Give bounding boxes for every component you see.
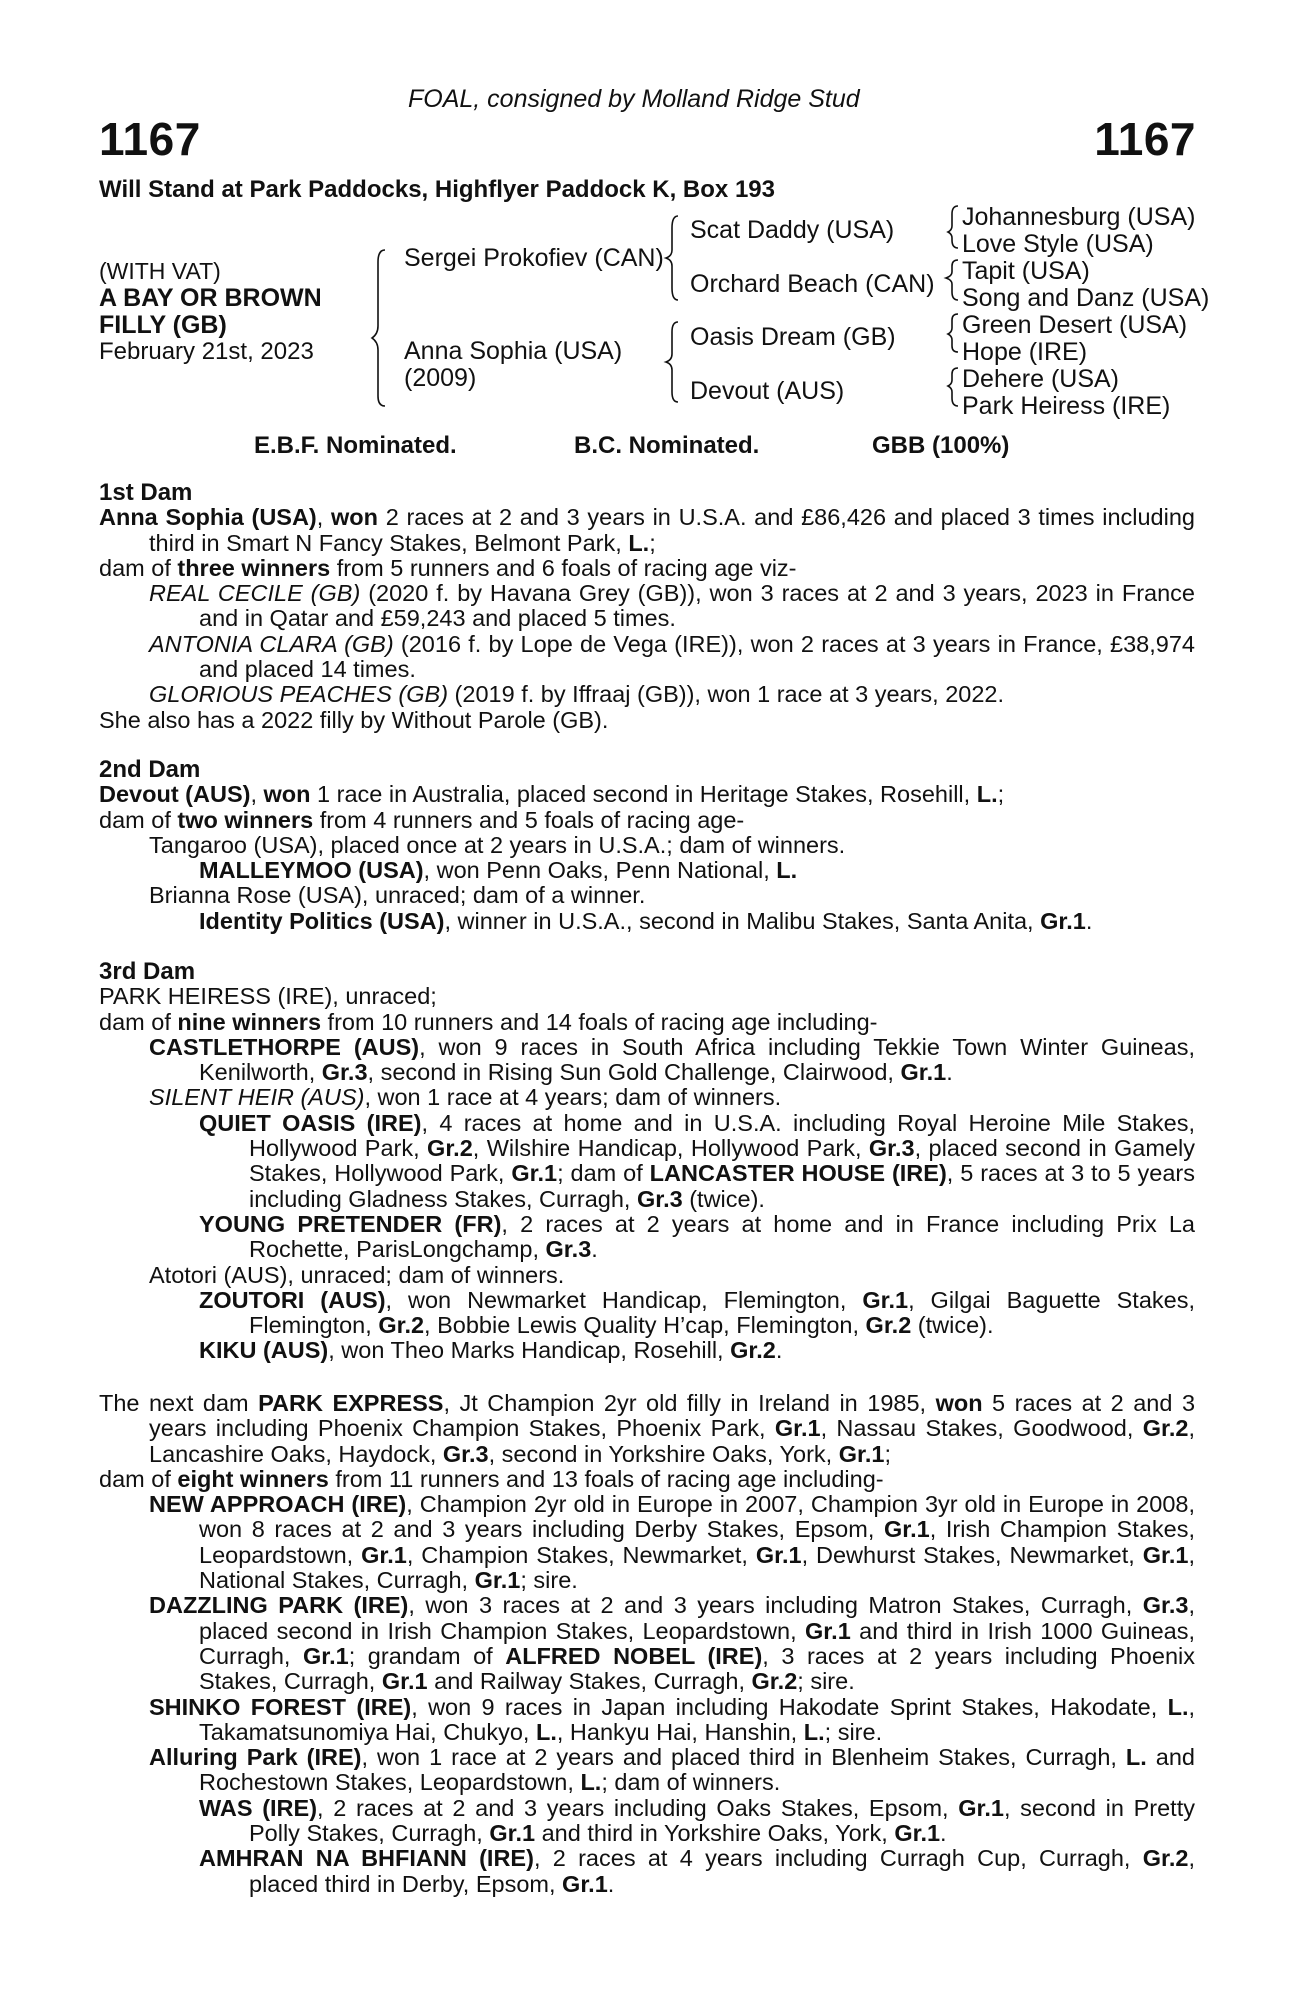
record-end: . bbox=[591, 1236, 598, 1263]
listed-mark: L. bbox=[803, 1718, 825, 1745]
grandproduce-item bbox=[99, 1796, 1195, 1847]
produce-item bbox=[99, 1035, 1195, 1086]
grandproduce-text: , 2 races at 2 years at home and in France including Prix La Rochette, ParisLongchamp, bbox=[249, 1210, 1195, 1263]
listed-mark: L. bbox=[776, 857, 798, 884]
dam-of-rest: from 11 runners and 13 foals of racing age including- bbox=[328, 1465, 884, 1492]
first-dam-produce-summary bbox=[99, 556, 1195, 581]
produce-item bbox=[99, 682, 1195, 707]
grade-mark: Gr.1 bbox=[489, 1820, 536, 1847]
grandproduce-item bbox=[99, 858, 1195, 883]
first-dam-record: Anna Sophia (USA), won 2 races at 2 and 3 years in U.S.A. and £86,426 and placed 3 times including third in Smart N Fancy Stakes, Belmont Park, L.; bbox=[99, 504, 1195, 556]
produce-text: and third in Irish 1000 Guineas, Curragh, bbox=[199, 1617, 1195, 1669]
produce-text: (2020 f. by Havana Grey (GB)), won 3 races at 2 and 3 years, 2023 in France and in Qatar and £59,243 and placed 5 times. bbox=[199, 580, 1195, 632]
brace-sire bbox=[666, 216, 678, 300]
subject-line-2: FILLY (GB) bbox=[99, 311, 227, 339]
grandproduce-text: , won Penn Oaks, Penn National, bbox=[423, 857, 777, 884]
second-dam-heading: 2nd Dam bbox=[99, 756, 201, 783]
produce-name: GLORIOUS PEACHES (GB) bbox=[149, 681, 449, 708]
pedigree-dds: Dehere (USA) bbox=[962, 365, 1119, 393]
third-dam-record: PARK HEIRESS (IRE), unraced; bbox=[99, 983, 437, 1010]
pedigree-sire: Sergei Prokofiev (CAN) bbox=[404, 244, 664, 272]
produce-name: DAZZLING PARK (IRE) bbox=[149, 1592, 409, 1619]
produce-name: REAL CECILE (GB) bbox=[149, 580, 361, 607]
grandproduce-name: ZOUTORI (AUS) bbox=[199, 1286, 386, 1313]
record-text: , second in Yorkshire Oaks, York, bbox=[488, 1440, 839, 1467]
record-text: , Nassau Stakes, Goodwood, bbox=[820, 1415, 1143, 1442]
record-end: ; bbox=[884, 1440, 891, 1467]
pedigree-dam-dam: Devout (AUS) bbox=[690, 377, 845, 405]
won-label: won bbox=[331, 504, 378, 531]
grandproduce-text: and third in Yorkshire Oaks, York, bbox=[535, 1820, 895, 1847]
foaling-date: February 21st, 2023 bbox=[99, 338, 314, 365]
grandproduce-name: ALFRED NOBEL (IRE) bbox=[505, 1642, 763, 1669]
pedigree-dss: Green Desert (USA) bbox=[962, 311, 1188, 339]
record-text: 2 races at 2 and 3 years in U.S.A. and £86,426 and placed 3 times including third in Smart N Fancy Stakes, Belmont Park, bbox=[149, 504, 1195, 556]
grandproduce-text: , won Newmarket Handicap, Flemington, bbox=[385, 1286, 863, 1313]
record-end: . bbox=[946, 1059, 953, 1086]
second-dam-produce-summary bbox=[99, 808, 1195, 833]
third-dam-section bbox=[99, 959, 1195, 1364]
grandproduce-text: , Bobbie Lewis Quality H’cap, Flemington, bbox=[424, 1312, 866, 1339]
grade-mark: Gr.2 bbox=[1142, 1415, 1189, 1442]
record-end: . bbox=[775, 1337, 783, 1364]
grandproduce-item bbox=[99, 1212, 1195, 1263]
lot-number-left: 1167 bbox=[99, 113, 201, 165]
grade-mark: Gr.3 bbox=[545, 1236, 592, 1263]
won-label: won bbox=[935, 1390, 983, 1416]
grandproduce-text: ; dam of bbox=[557, 1160, 650, 1187]
produce-item: Brianna Rose (USA), unraced; dam of a winner. bbox=[149, 882, 646, 909]
produce-name: ANTONIA CLARA (GB) bbox=[149, 630, 394, 657]
produce-text: , won 9 races in Japan including Hakodate Sprint Stakes, Hakodate, bbox=[411, 1693, 1168, 1720]
grade-mark: Gr.3 bbox=[1142, 1592, 1189, 1619]
winners-count: eight winners bbox=[177, 1465, 329, 1492]
grade-mark: Gr.2 bbox=[378, 1312, 425, 1339]
produce-text: , National Stakes, Curragh, bbox=[199, 1541, 1195, 1594]
pedigree-sire-dam: Orchard Beach (CAN) bbox=[690, 270, 935, 298]
grandproduce-item bbox=[99, 909, 1195, 934]
pedigree-ssd: Love Style (USA) bbox=[962, 230, 1154, 258]
next-dam-name: PARK EXPRESS bbox=[258, 1390, 444, 1416]
grade-mark: Gr.1 bbox=[774, 1415, 821, 1442]
gbb-rating: GBB (100%) bbox=[872, 432, 1010, 459]
produce-text: , won 3 races at 2 and 3 years including Matron Stakes, Curragh, bbox=[408, 1592, 1143, 1619]
produce-item bbox=[99, 632, 1195, 683]
produce-name: Alluring Park (IRE) bbox=[149, 1744, 362, 1771]
listed-mark: L. bbox=[1167, 1693, 1189, 1720]
grade-mark: Gr.1 bbox=[755, 1541, 802, 1568]
won-label: won bbox=[263, 781, 311, 808]
grade-mark: Gr.1 bbox=[900, 1059, 947, 1086]
produce-text: , Takamatsunomiya Hai, Chukyo, bbox=[199, 1693, 1196, 1745]
produce-text: , Dewhurst Stakes, Newmarket, bbox=[801, 1541, 1143, 1568]
produce-item bbox=[99, 1695, 1195, 1746]
listed-mark: L. bbox=[1125, 1744, 1147, 1771]
bc-nomination: B.C. Nominated. bbox=[574, 432, 760, 459]
produce-item bbox=[99, 1593, 1195, 1694]
grandproduce-item bbox=[99, 1338, 1195, 1363]
grandproduce-item bbox=[99, 1846, 1195, 1897]
produce-item: Atotori (AUS), unraced; dam of winners. bbox=[149, 1261, 565, 1288]
pedigree-dam-sire: Oasis Dream (GB) bbox=[690, 323, 896, 351]
grade-mark: Gr.2 bbox=[865, 1312, 912, 1339]
produce-name: SILENT HEIR (AUS) bbox=[149, 1084, 365, 1111]
grade-mark: Gr.1 bbox=[562, 1870, 608, 1897]
pedigree-sdd: Song and Danz (USA) bbox=[962, 284, 1210, 312]
record-end: . bbox=[1085, 907, 1093, 934]
next-dam-intro: The next dam bbox=[99, 1390, 259, 1416]
stand-location: Will Stand at Park Paddocks, Highflyer Paddock K, Box 193 bbox=[99, 176, 775, 203]
grade-mark: Gr.1 bbox=[361, 1541, 407, 1568]
produce-item bbox=[99, 1492, 1195, 1593]
grandproduce-name: Identity Politics (USA) bbox=[199, 907, 445, 934]
grandproduce-text: , placed second in Gamely Stakes, Hollywood Park, bbox=[249, 1135, 1195, 1187]
next-dam-record bbox=[99, 1391, 1195, 1467]
produce-text: , placed second in Irish Champion Stakes, Leopardstown, bbox=[199, 1592, 1195, 1644]
grade-mark: Gr.2 bbox=[751, 1668, 798, 1695]
produce-text: , Hankyu Hai, Hanshin, bbox=[556, 1718, 804, 1745]
grade-mark: Gr.2 bbox=[730, 1337, 776, 1364]
record-end: . bbox=[607, 1870, 615, 1897]
grade-mark: Gr.2 bbox=[1142, 1845, 1189, 1872]
brace-ds bbox=[948, 314, 958, 352]
grade-mark: Gr.3 bbox=[868, 1135, 915, 1162]
produce-text: and Rochestown Stakes, Leopardstown, bbox=[199, 1744, 1195, 1796]
produce-item bbox=[99, 581, 1195, 632]
record-text: , Lancashire Oaks, Haydock, bbox=[149, 1415, 1195, 1467]
grandproduce-name: YOUNG PRETENDER (FR) bbox=[199, 1210, 502, 1237]
produce-text: , Irish Champion Stakes, Leopardstown, bbox=[199, 1516, 1195, 1568]
produce-text: , second in Rising Sun Gold Challenge, Clairwood, bbox=[367, 1059, 901, 1086]
produce-name: CASTLETHORPE (AUS) bbox=[149, 1033, 420, 1060]
grandproduce-text: , Gilgai Baguette Stakes, Flemington, bbox=[249, 1286, 1195, 1339]
first-dam-heading: 1st Dam bbox=[99, 479, 193, 506]
brace-dam bbox=[666, 322, 678, 402]
second-dam-section bbox=[99, 757, 1195, 934]
grandproduce-text: , winner in U.S.A., second in Malibu Stakes, Santa Anita, bbox=[444, 907, 1041, 934]
record-end: . bbox=[940, 1820, 947, 1847]
grandproduce-text: , 5 races at 3 to 5 years including Gladness Stakes, Curragh, bbox=[249, 1160, 1195, 1212]
dam-of-rest: from 5 runners and 6 foals of racing age viz- bbox=[330, 554, 797, 581]
dam-of-rest: from 4 runners and 5 foals of racing age- bbox=[313, 806, 745, 833]
listed-mark: L. bbox=[580, 1769, 602, 1796]
grandproduce-name: QUIET OASIS (IRE) bbox=[199, 1109, 422, 1136]
grade-mark: Gr.1 bbox=[511, 1160, 558, 1187]
grade-mark: Gr.1 bbox=[474, 1567, 521, 1594]
produce-item: Tangaroo (USA), placed once at 2 years in U.S.A.; dam of winners. bbox=[149, 831, 846, 858]
grade-mark: Gr.1 bbox=[302, 1642, 349, 1669]
grandproduce-text: , won Theo Marks Handicap, Rosehill, bbox=[328, 1337, 731, 1364]
record-end: ; sire. bbox=[824, 1718, 883, 1745]
produce-name: NEW APPROACH (IRE) bbox=[149, 1491, 407, 1518]
produce-text: , won 9 races in South Africa including Tekkie Town Winter Guineas, Kenilworth, bbox=[199, 1033, 1195, 1086]
grade-mark: Gr.1 bbox=[381, 1668, 428, 1695]
grade-mark: Gr.1 bbox=[1040, 907, 1086, 934]
produce-text: (2016 f. by Lope de Vega (IRE)), won 2 races at 3 years in France, £38,974 and placed 14 times. bbox=[199, 630, 1195, 683]
record-end: ; bbox=[997, 781, 1005, 808]
brace-sd bbox=[946, 260, 958, 300]
record-end: (twice). bbox=[682, 1185, 765, 1212]
ebf-nomination: E.B.F. Nominated. bbox=[254, 432, 457, 459]
dam-of: dam of bbox=[99, 1008, 178, 1035]
grade-mark: Gr.1 bbox=[862, 1286, 909, 1313]
brace-ss bbox=[948, 206, 958, 248]
grade-mark: Gr.1 bbox=[805, 1617, 851, 1644]
dam-of: dam of bbox=[99, 1465, 178, 1492]
dam-of: dam of bbox=[99, 806, 178, 833]
lot-number-right: 1167 bbox=[1094, 113, 1196, 165]
produce-text: (2019 f. by Iffraaj (GB)), won 1 race at 3 years, 2022. bbox=[448, 681, 1005, 708]
vat-note: (WITH VAT) bbox=[99, 258, 221, 284]
produce-text: , won 1 race at 2 years and placed third in Blenheim Stakes, Curragh, bbox=[361, 1744, 1126, 1771]
grandproduce-text: , Wilshire Handicap, Hollywood Park, bbox=[472, 1135, 869, 1162]
pedigree-sds: Tapit (USA) bbox=[962, 257, 1090, 285]
first-dam-section bbox=[99, 480, 1195, 733]
winners-count: nine winners bbox=[177, 1008, 322, 1035]
grade-mark: Gr.3 bbox=[636, 1185, 683, 1212]
produce-text: , Champion Stakes, Newmarket, bbox=[406, 1541, 756, 1568]
grandproduce-text: , placed third in Derby, Epsom, bbox=[249, 1845, 1196, 1897]
produce-text: and Railway Stakes, Curragh, bbox=[427, 1668, 752, 1695]
brace-main bbox=[372, 250, 385, 406]
grandproduce-text: , 2 races at 2 and 3 years including Oaks Stakes, Epsom, bbox=[317, 1794, 959, 1821]
next-dam-section bbox=[99, 1391, 1195, 1897]
grandproduce-name: WAS (IRE) bbox=[199, 1794, 318, 1821]
produce-text: ; grandam of bbox=[348, 1642, 506, 1669]
second-dam-name: Devout (AUS) bbox=[99, 781, 251, 808]
grandproduce-text: , second in Pretty Polly Stakes, Curragh, bbox=[249, 1794, 1195, 1847]
grade-mark: Gr.3 bbox=[442, 1440, 489, 1467]
pedigree-dam-year: (2009) bbox=[404, 364, 477, 392]
record-text: 5 races at 2 and 3 years including Phoenix Champion Stakes, Phoenix Park, bbox=[149, 1390, 1196, 1442]
grade-mark: Gr.2 bbox=[427, 1135, 473, 1162]
produce-text: , Champion 2yr old in Europe in 2007, Champion 3yr old in Europe in 2008, won 8 races at 2 and 3 years including Derby Stakes, Epsom, bbox=[199, 1491, 1195, 1543]
dam-of-rest: from 10 runners and 14 foals of racing age including- bbox=[321, 1008, 878, 1035]
winners-count: three winners bbox=[177, 554, 331, 581]
grandproduce-name: AMHRAN NA BHFIANN (IRE) bbox=[199, 1845, 534, 1872]
grade-mark: Gr.1 bbox=[1142, 1541, 1189, 1568]
grade-mark: Gr.1 bbox=[838, 1440, 885, 1467]
grandproduce-text: , 2 races at 4 years including Curragh Cup, Curragh, bbox=[533, 1845, 1143, 1872]
record-text: , Jt Champion 2yr old filly in Ireland in 1985, bbox=[443, 1390, 936, 1416]
brace-dd bbox=[948, 368, 958, 406]
record-end: ; dam of winners. bbox=[601, 1769, 781, 1796]
produce-name: SHINKO FOREST (IRE) bbox=[149, 1693, 412, 1720]
second-dam-record: Devout (AUS), won 1 race in Australia, placed second in Heritage Stakes, Rosehill, L.; bbox=[99, 781, 1005, 808]
subject-line-1: A BAY OR BROWN bbox=[99, 284, 322, 312]
grandproduce-name: KIKU (AUS) bbox=[199, 1337, 329, 1364]
record-end: ; bbox=[649, 529, 656, 556]
pedigree-sire-sire: Scat Daddy (USA) bbox=[690, 216, 895, 244]
next-dam-produce-summary bbox=[99, 1467, 1195, 1492]
listed-mark: L. bbox=[976, 781, 998, 808]
produce-text: , 3 races at 2 years including Phoenix Stakes, Curragh, bbox=[199, 1642, 1195, 1695]
produce-text: , won 1 race at 4 years; dam of winners. bbox=[364, 1084, 782, 1111]
record-end: ; sire. bbox=[797, 1668, 855, 1695]
first-dam-name: Anna Sophia (USA) bbox=[99, 504, 317, 531]
great-grandproduce-name: LANCASTER HOUSE (IRE) bbox=[649, 1160, 947, 1187]
grade-mark: Gr.1 bbox=[958, 1794, 1004, 1821]
grandproduce-item bbox=[99, 1111, 1195, 1212]
grade-mark: Gr.1 bbox=[883, 1516, 930, 1543]
pedigree-sss: Johannesburg (USA) bbox=[962, 203, 1196, 231]
dam-of: dam of bbox=[99, 554, 178, 581]
third-dam-produce-summary bbox=[99, 1010, 1195, 1035]
winners-count: two winners bbox=[177, 806, 314, 833]
record-text: 1 race in Australia, placed second in Heritage Stakes, Rosehill, bbox=[310, 781, 977, 808]
produce-item bbox=[99, 1745, 1195, 1796]
pedigree-dam: Anna Sophia (USA) bbox=[404, 337, 623, 365]
consignor-line: FOAL, consigned by Molland Ridge Stud bbox=[408, 85, 860, 113]
pedigree-ddd: Park Heiress (IRE) bbox=[962, 392, 1171, 420]
record-end: (twice). bbox=[911, 1312, 994, 1339]
record-end: ; sire. bbox=[520, 1567, 578, 1594]
produce-item bbox=[99, 1085, 1195, 1110]
grandproduce-name: MALLEYMOO (USA) bbox=[199, 857, 424, 884]
third-dam-heading: 3rd Dam bbox=[99, 958, 196, 985]
first-dam-also: She also has a 2022 filly by Without Parole (GB). bbox=[99, 706, 609, 733]
grandproduce-text: , 4 races at home and in U.S.A. including Royal Heroine Mile Stakes, Hollywood Park, bbox=[249, 1109, 1195, 1162]
listed-mark: L. bbox=[535, 1718, 557, 1745]
pedigree-dsd: Hope (IRE) bbox=[962, 338, 1088, 366]
grandproduce-item bbox=[99, 1288, 1195, 1339]
listed-mark: L. bbox=[628, 529, 650, 556]
grade-mark: Gr.3 bbox=[321, 1059, 368, 1086]
grade-mark: Gr.1 bbox=[894, 1820, 941, 1847]
